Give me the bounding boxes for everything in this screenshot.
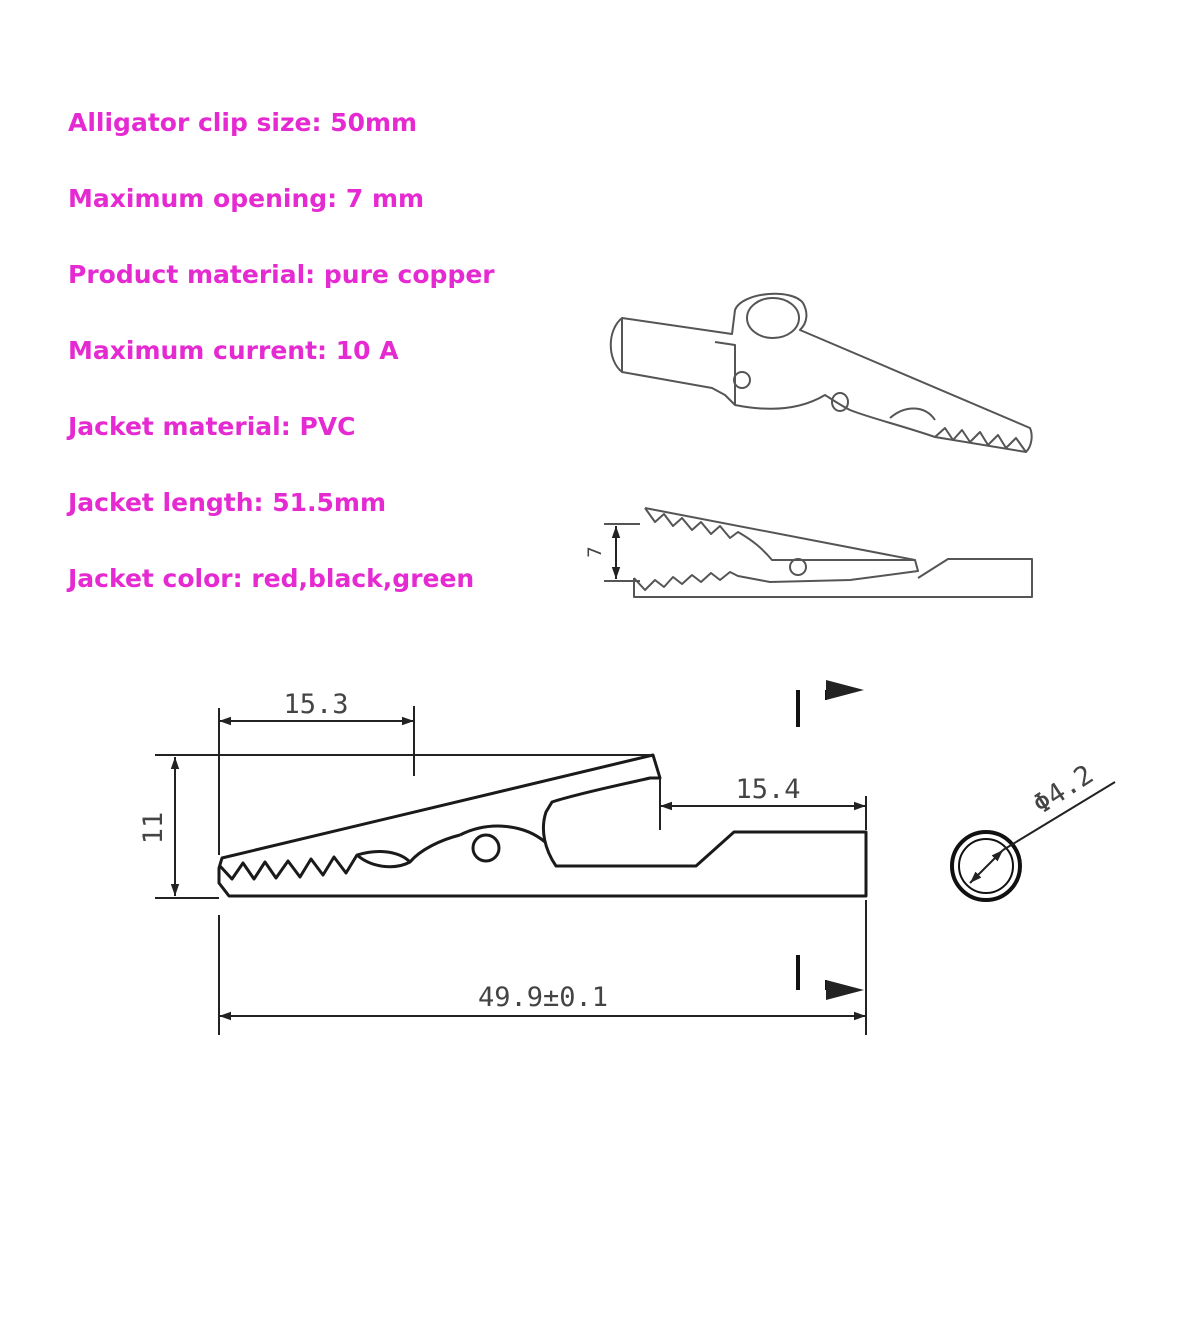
dimension-arrows (175, 721, 866, 1016)
opening-dim-label: 7 (584, 546, 606, 558)
spec-jacket-length: Jacket length: 51.5mm (68, 488, 387, 517)
spec-max-opening: Maximum opening: 7 mm (68, 184, 425, 213)
section-marker-bottom (798, 955, 864, 1000)
spec-product-material: Product material: pure copper (68, 260, 495, 289)
spec-max-current: Maximum current: 10 A (68, 336, 399, 365)
total-length-label: 49.9±0.1 (477, 982, 609, 1013)
clip-perspective-sketch (611, 294, 1032, 452)
clip-side-sketch (604, 508, 1032, 597)
spec-jacket-material: Jacket material: PVC (68, 412, 356, 441)
spec-jacket-color: Jacket color: red,black,green (68, 564, 475, 593)
section-marker-top (798, 680, 864, 727)
tail-length-label: 15.4 (735, 774, 801, 805)
jaw-length-label: 15.3 (283, 689, 349, 720)
height-label: 11 (138, 811, 169, 845)
hole-diameter-label: Φ4.2 (1027, 759, 1100, 821)
spec-clip-size: Alligator clip size: 50mm (68, 108, 418, 137)
